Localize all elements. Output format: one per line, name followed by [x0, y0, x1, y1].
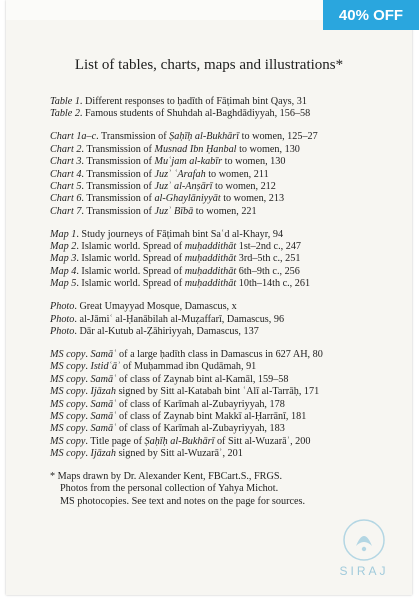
entry-group	[50, 96, 380, 121]
entry-italic-text: MS copy	[50, 435, 86, 447]
list-item	[50, 448, 380, 460]
entry-text: to women, 212	[212, 180, 276, 192]
entry-italic-text: MS copy	[50, 448, 86, 460]
entry-italic-text: Chart 5	[50, 180, 82, 192]
entry-italic-text: Photo	[50, 301, 75, 313]
entry-text: .	[85, 361, 91, 373]
list-item	[50, 108, 380, 120]
list-item	[50, 241, 380, 253]
entry-text: to women, 221	[193, 205, 257, 217]
entry-text: .	[85, 398, 91, 410]
entry-text: 3rd–5th c., 251	[236, 253, 301, 265]
entry-italic-text: Ijāzah	[90, 386, 116, 398]
entry-text: to women, 211	[205, 168, 269, 180]
entry-italic-text: Ṣaḥīḥ al-Bukhārī	[169, 131, 240, 143]
entry-italic-text: Photo	[50, 313, 75, 325]
list-item	[50, 96, 380, 108]
entry-italic-text: MS copy	[50, 361, 86, 373]
entry-italic-text: Musnad Ibn Ḥanbal	[154, 143, 237, 155]
entry-group	[50, 131, 380, 218]
entry-italic-text: Map 1	[50, 228, 77, 240]
entry-text: . Great Umayyad Mosque, Damascus, x	[74, 301, 237, 313]
entry-text: of class of Zaynab bint Makkī al-Ḥarrānī, 181	[116, 410, 307, 422]
entry-italic-text: Samāʿ	[90, 398, 117, 410]
entry-italic-text: Ṣaḥīḥ al-Bukhārī	[144, 435, 215, 447]
entry-text: . Different responses to ḥadīth of Fāṭimah bint Qays, 31	[79, 96, 307, 107]
entry-italic-text: Istidʿāʾ	[90, 361, 121, 373]
entry-italic-text: Samāʿ	[90, 348, 117, 360]
entry-text: . Islamic world. Spread of	[76, 278, 185, 290]
list-item	[50, 301, 380, 313]
entry-text: . al-Jāmiʿ al-Ḥanābilah al-Muẓaffarī, Damascus, 96	[74, 313, 285, 325]
list-item	[50, 349, 380, 361]
entry-italic-text: Juzʾ al-Anṣārī	[154, 180, 213, 192]
entry-italic-text: Table 2	[50, 108, 80, 120]
entry-italic-text: MS copy	[50, 348, 86, 360]
list-item	[50, 206, 380, 218]
entry-text: . Dār al-Kutub al-Ẓāhiriyyah, Damascus, 137	[74, 326, 259, 337]
entry-italic-text: Samāʿ	[90, 410, 117, 422]
entry-group	[50, 349, 380, 461]
entry-text: of Muḥammad ibn Qudāmah, 91	[120, 361, 257, 373]
list-content	[50, 96, 380, 508]
entry-text: 1st–2nd c., 247	[236, 241, 302, 253]
entry-text: to women, 130	[222, 156, 286, 168]
entry-text: . Islamic world. Spread of	[76, 241, 185, 253]
entry-text: .	[85, 410, 91, 422]
page-title: List of tables, charts, maps and illustrations*	[74, 57, 344, 73]
entry-text: of class of Karīmah al-Zubayriyyah, 183	[116, 423, 285, 435]
entry-italic-text: Map 2	[50, 241, 77, 253]
entry-italic-text: MS copy	[50, 398, 86, 410]
entry-text: . Transmission of	[81, 193, 155, 205]
watermark-label: SIRAJ	[339, 564, 389, 578]
entry-text: to women, 125–27	[239, 131, 318, 143]
entry-italic-text: MS copy	[50, 373, 86, 385]
entry-text: 6th–9th c., 256	[236, 265, 300, 277]
entry-italic-text: MS copy	[50, 423, 86, 435]
entry-italic-text: muḥaddithāt	[184, 253, 237, 265]
entry-group	[50, 301, 380, 338]
list-item	[50, 361, 380, 373]
entry-text: .	[85, 386, 91, 398]
entry-italic-text: muḥaddithāt	[184, 241, 237, 253]
entry-italic-text: Photo	[50, 326, 75, 337]
entry-italic-text: Ijāzah	[90, 448, 116, 460]
footnote-line: Photos from the personal collection of Yahya Michot.	[60, 483, 279, 495]
entry-italic-text: Table 1	[50, 96, 80, 107]
entry-italic-text: Chart 4	[50, 168, 82, 180]
entry-italic-text: Juzʾ Bībā	[154, 205, 194, 217]
entry-italic-text: Map 3	[50, 253, 77, 265]
list-item	[50, 266, 380, 278]
footnote	[50, 471, 380, 508]
list-item	[50, 399, 380, 411]
entry-text: .	[85, 373, 91, 385]
book-page	[6, 0, 412, 595]
list-item	[50, 229, 380, 241]
list-item	[50, 156, 380, 168]
list-item	[50, 278, 380, 290]
entry-italic-text: Samāʿ	[90, 423, 117, 435]
entry-italic-text: Muʿjam al-kabīr	[154, 156, 223, 168]
entry-text: .	[85, 423, 91, 435]
entry-italic-text: MS copy	[50, 386, 86, 398]
entry-text: . Transmission of	[96, 131, 170, 143]
entry-text: 10th–14th c., 261	[236, 278, 311, 290]
list-item	[50, 314, 380, 326]
entry-text: . Transmission of	[81, 180, 155, 192]
entry-italic-text: Samāʿ	[90, 373, 117, 385]
entry-italic-text: Juzʾ ʿArafah	[154, 168, 206, 180]
footnote-line: MS photocopies. See text and notes on the page for sources.	[60, 495, 306, 507]
entry-group	[50, 229, 380, 291]
entry-text: . Islamic world. Spread of	[76, 253, 185, 265]
entry-text: . Study journeys of Fāṭimah bint Saʿd al-Khayr, 94	[76, 228, 284, 240]
list-item	[50, 131, 380, 143]
entry-italic-text: Chart 3	[50, 156, 82, 168]
entry-text: of Sitt al-Wuzarāʾ, 200	[214, 435, 311, 447]
entry-text: of class of Karīmah al-Zubayriyyah, 178	[116, 398, 285, 410]
entry-text: . Transmission of	[81, 205, 155, 217]
entry-text: to women, 213	[220, 193, 285, 205]
list-item	[50, 193, 380, 205]
list-item	[50, 144, 380, 156]
entry-italic-text: muḥaddithāt	[184, 278, 237, 290]
entry-text: . Title page of	[85, 435, 145, 447]
entry-italic-text: Map 5	[50, 278, 77, 290]
list-item	[50, 181, 380, 193]
entry-text: . Famous students of Shuhdah al-Baghdādiyyah, 156–58	[79, 108, 311, 120]
entry-text: . Transmission of	[81, 143, 155, 155]
siraj-watermark	[329, 518, 399, 588]
entry-italic-text: al-Ghaylāniyyāt	[154, 193, 221, 205]
entry-text: to women, 130	[236, 143, 300, 155]
entry-text: .	[85, 348, 91, 360]
entry-italic-text: Chart 1a–c	[50, 131, 97, 143]
discount-badge: 40% OFF	[323, 0, 419, 30]
list-item	[50, 253, 380, 265]
siraj-logo-icon	[342, 518, 386, 562]
entry-text: . Islamic world. Spread of	[76, 265, 185, 277]
entry-italic-text: Map 4	[50, 265, 77, 277]
list-item	[50, 374, 380, 386]
entry-italic-text: muḥaddithāt	[184, 265, 237, 277]
list-item	[50, 386, 380, 398]
entry-italic-text: Chart 7	[50, 205, 82, 217]
list-item	[50, 436, 380, 448]
entry-text: . Transmission of	[81, 156, 155, 168]
entry-text: . Transmission of	[81, 168, 155, 180]
list-item	[50, 169, 380, 181]
entry-text: .	[85, 448, 91, 460]
entry-italic-text: Chart 2	[50, 143, 82, 155]
list-item	[50, 326, 380, 338]
entry-text: of class of Zaynab bint al-Kamāl, 159–58	[116, 373, 289, 385]
entry-text: of a large ḥadīth class in Damascus in 627 AH, 80	[116, 348, 323, 360]
list-item	[50, 411, 380, 423]
entry-italic-text: Chart 6	[50, 193, 82, 205]
list-item	[50, 423, 380, 435]
entry-text: signed by Sitt al-Wuzarāʾ, 201	[115, 448, 243, 460]
entry-italic-text: MS copy	[50, 410, 86, 422]
entry-text: signed by Sitt al-Katabah bint ʿAlī al-Tarrāḥ, 171	[115, 386, 320, 398]
footnote-line: * Maps drawn by Dr. Alexander Kent, FBCart.S., FRGS.	[50, 471, 283, 483]
